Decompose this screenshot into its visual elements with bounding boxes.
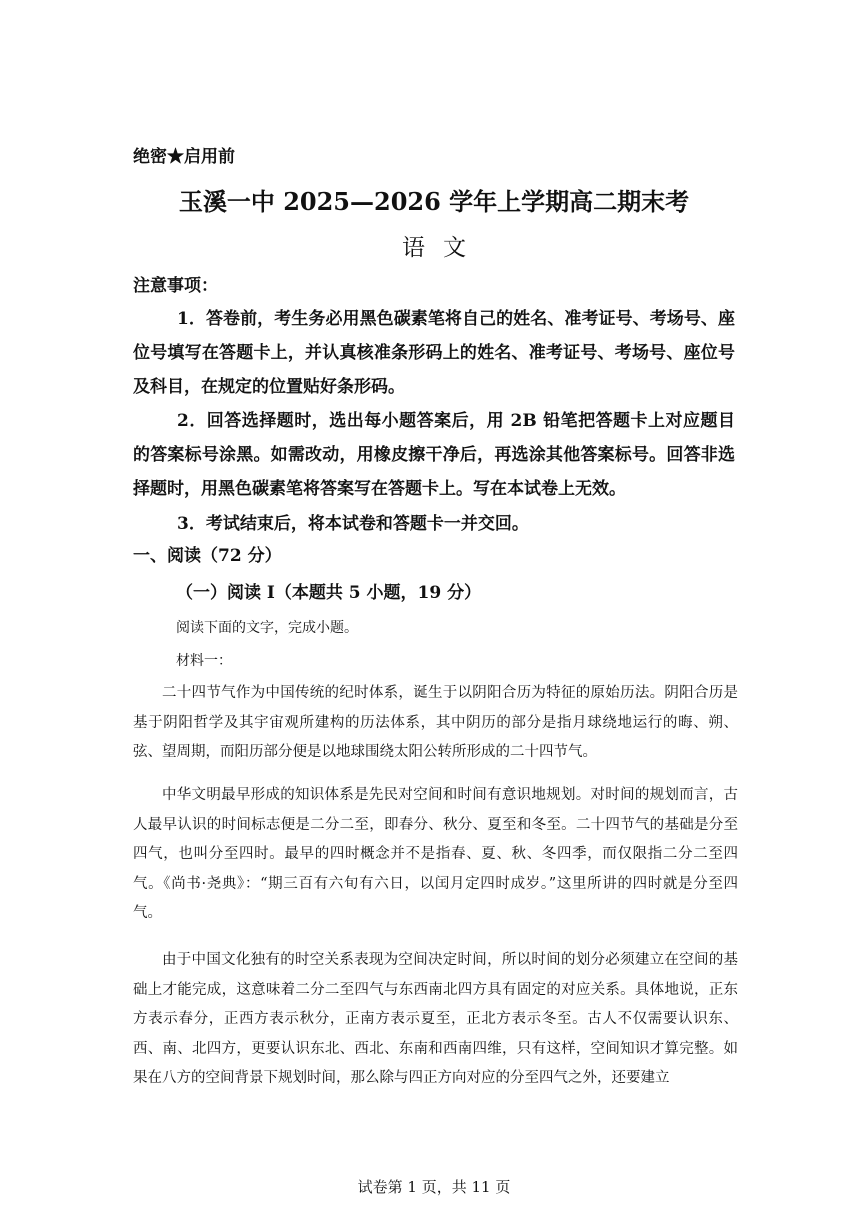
confidential-label: 绝密★启用前	[133, 147, 235, 167]
subject-title: 语文	[402, 235, 484, 261]
passage-paragraph-1	[133, 679, 738, 768]
notice-item-1	[133, 302, 735, 404]
paragraph-text: 中华文明最早形成的知识体系是先民对空间和时间有意识地规划。对时间的规划而言，古人最早认识的时间标志便是二分二至，即春分、秋分、夏至和冬至。二十四节气的基础是分至四气，也叫分至四时。最早的四时概念并不是指春、夏、秋、冬四季，而仅限指二分二至四气。《尚书·尧典》：“期三百有六旬有六日，以闰月定四时成岁。”这里所讲的四时就是分至四气。	[133, 787, 738, 921]
passage-paragraph-3	[133, 946, 738, 1094]
subsection-title: （一）阅读 I（本题共 5 小题，19 分）	[176, 583, 482, 603]
notice-item-text: 3．考试结束后，将本试卷和答题卡一并交回。	[177, 514, 529, 534]
passage-paragraph-2	[133, 781, 738, 929]
page-footer: 试卷第 1 页，共 11 页	[357, 1178, 511, 1196]
section-title: 一、阅读（72 分）	[133, 546, 282, 566]
notice-item-text: 2．回答选择题时，选出每小题答案后，用 2B 铅笔把答题卡上对应题目的答案标号涂黑。如需改动，用橡皮擦干净后，再选涂其他答案标号。回答非选择题时，用黑色碳素笔将答案写在答题卡上。写在本试卷上无效。	[133, 411, 735, 499]
paragraph-text: 由于中国文化独有的时空关系表现为空间决定时间，所以时间的划分必须建立在空间的基础上才能完成，这意味着二分二至四气与东西南北四方具有固定的对应关系。具体地说，正东方表示春分，正西方表示秋分，正南方表示夏至，正北方表示冬至。古人不仅需要认识东、西、南、北四方，更要认识东北、西北、东南和西南四维，只有这样，空间知识才算完整。如果在八方的空间背景下规划时间，那么除与四正方向对应的分至四气之外，还要建立	[133, 952, 738, 1086]
notice-item-text: 1．答卷前，考生务必用黑色碳素笔将自己的姓名、准考证号、考场号、座位号填写在答题卡上，并认真核准条形码上的姓名、准考证号、考场号、座位号及科目，在规定的位置贴好条形码。	[133, 309, 735, 397]
material-label: 材料一：	[176, 653, 232, 669]
notice-heading: 注意事项：	[133, 276, 218, 296]
notice-item-2	[133, 404, 735, 506]
reading-instruction: 阅读下面的文字，完成小题。	[176, 620, 358, 636]
exam-title: 玉溪一中 2025—2026 学年上学期高二期末考	[178, 187, 690, 216]
notice-item-3	[133, 507, 735, 541]
paragraph-text: 二十四节气作为中国传统的纪时体系，诞生于以阴阳合历为特征的原始历法。阴阳合历是基于阴阳哲学及其宇宙观所建构的历法体系，其中阴历的部分是指月球绕地运行的晦、朔、弦、望周期，而阳历部分便是以地球围绕太阳公转所形成的二十四节气。	[133, 685, 738, 760]
